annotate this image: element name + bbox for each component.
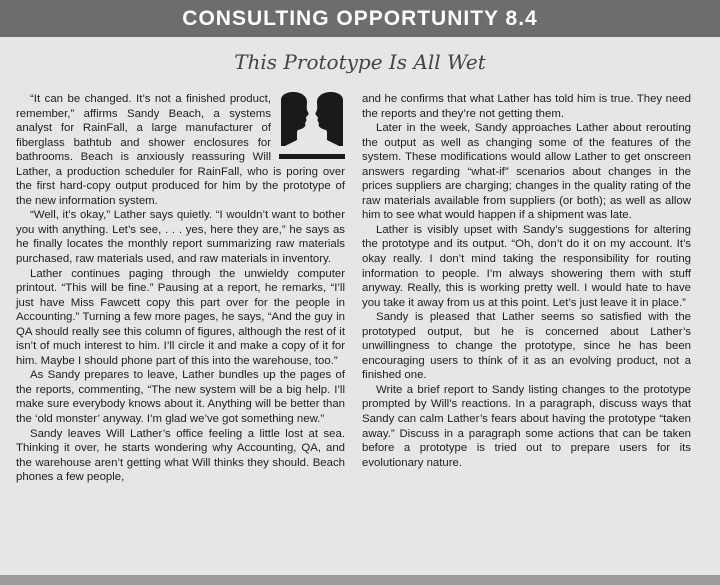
left-paragraph-5: Sandy leaves Will Lather’s office feeling a little lost at sea. Thinking it over, he starts wondering why Accounting, QA, and the warehouse aren’t getting what Will thinks they should. Beach phones a few people,: [16, 427, 345, 484]
right-column: [362, 92, 691, 470]
article-subtitle: This Prototype Is All Wet: [234, 50, 486, 74]
section-banner: [0, 0, 720, 37]
right-paragraph-3: Lather is visibly upset with Sandy’s suggestions for altering the prototype and its output. “Oh, don’t do it on my account. It’s okay really. I don’t mind taking the responsibility for routing information to people. I’m always showering them with stuff anyway. Really, this is working pretty well. I would hate to have you take it away from us at this point. Let’s just leave it in place.”: [362, 223, 691, 309]
left-column: [16, 92, 345, 485]
left-paragraph-1: “It can be changed. It’s not a finished product, remember,” affirms Sandy Beach, a systems analyst for RainFall, a large manufacturer of fiberglass bathtub and shower enclosures for bathrooms. Beach is anxiously reassuring Will Lather, a production scheduler for RainFall, who is poring over the first hard-copy output produced for him by the prototype of the new information system.: [16, 93, 345, 207]
two-faces-silhouette-icon: [279, 92, 345, 162]
right-paragraph-5: Write a brief report to Sandy listing changes to the prototype prompted by Will’s reactions. In a paragraph, discuss ways that Sandy can calm Lather’s fears about having the prototype “taken away.” Discuss in a paragraph some actions that can be taken before a prototype is tried out to prepare users for its evolutionary nature.: [362, 383, 691, 469]
left-paragraph-2: “Well, it’s okay,” Lather says quietly. “I wouldn’t want to bother you with anything. Let’s see, . . . yes, here they are,” he says as he finally locates the monthly report summarizing raw materials purchased, raw materials used, and raw materials in inventory.: [16, 209, 345, 266]
right-paragraph-2: Later in the week, Sandy approaches Lather about rerouting the output as well as changing some of the features of the system. These modifications would allow Lather to get onscreen answers regarding “what-if” scenarios about changes in the prices suppliers are charging; changes in the quality rating of the raw materials available from suppliers (or both); as well as allow him to see what would happen if a shipment was late.: [362, 122, 691, 222]
bottom-rule: [0, 575, 720, 585]
right-paragraph-4: Sandy is pleased that Lather seems so satisfied with the prototyped output, but he is concerned about Lather’s unwillingness to change the prototype, since he has been encouraging users to think of it as an evolving product, not a finished one.: [362, 311, 691, 382]
right-paragraph-1: and he confirms that what Lather has told him is true. They need the reports and they’re not getting them.: [362, 93, 691, 120]
left-paragraph-3: Lather continues paging through the unwieldy computer printout. “This will be fine.” Pausing at a report, he remarks, “I’ll just have Miss Fawcett copy this part over for the people in Accounting.” Turning a few more pages, he says, “And the guy in QA should really see this column of figures, although the rest of it isn’t of much interest to him. I’ll circle it and make a copy of it for him. Maybe I should phone part of this into the warehouse, too.”: [16, 267, 345, 367]
left-paragraph-4: As Sandy prepares to leave, Lather bundles up the pages of the reports, commenting, “The new system will be a big help. I’ll make sure everybody knows about it. Anything will be better than the ‘old monster’ anyway. I’m glad we’ve got something new.”: [16, 369, 345, 426]
banner-title: CONSULTING OPPORTUNITY 8.4: [182, 7, 538, 30]
